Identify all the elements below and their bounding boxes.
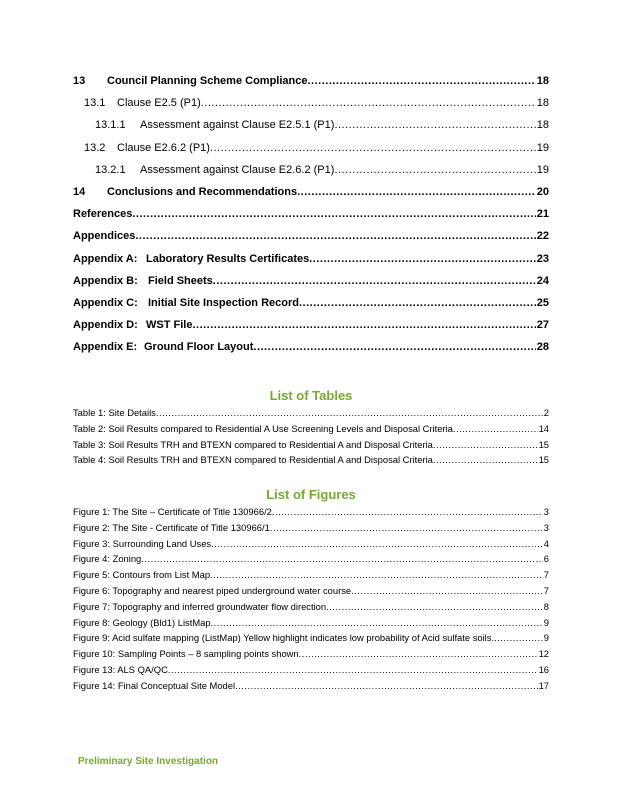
toc-number: 14 (73, 185, 86, 198)
list-item[interactable] (73, 615, 549, 631)
leader-dots (299, 292, 536, 314)
list-item[interactable] (73, 421, 549, 437)
toc-entry-13[interactable] (73, 70, 549, 92)
toc-title: References (73, 208, 133, 221)
toc-page: 23 (536, 252, 549, 265)
toc-entry-appendix-a[interactable] (73, 248, 549, 270)
toc-title: Ground Floor Layout (144, 341, 254, 354)
leader-dots (299, 646, 538, 662)
list-item-title: Figure 4: Zoning (73, 553, 142, 565)
list-item-page: 4 (543, 537, 549, 549)
list-item[interactable] (73, 567, 549, 583)
toc-number: 13.2 (84, 141, 106, 154)
leader-dots (210, 567, 543, 583)
leader-dots (494, 630, 543, 646)
leader-dots (168, 662, 538, 678)
leader-dots (334, 159, 535, 181)
leader-dots (433, 452, 538, 468)
page-footer: Preliminary Site Investigation (78, 756, 219, 767)
list-item[interactable] (73, 405, 549, 421)
list-item-page: 15 (538, 454, 549, 466)
toc-page: 24 (536, 274, 549, 287)
toc-entry-14[interactable] (73, 181, 549, 203)
list-of-tables-heading: List of Tables (269, 388, 353, 403)
list-item-title: Figure 14: Final Conceptual Site Model (73, 679, 236, 691)
toc-page: 19 (536, 163, 549, 176)
list-item[interactable] (73, 551, 549, 567)
list-item-title: Figure 9: Acid sulfate mapping (ListMap) Yellow highlight indicates low probability of Acid sulfate soils. (73, 632, 495, 644)
list-item-page: 9 (543, 632, 549, 644)
list-of-figures-heading: List of Figures (266, 487, 356, 502)
toc-title: Assessment against Clause E2.6.2 (P1) (140, 163, 335, 176)
leader-dots (213, 270, 536, 292)
list-of-figures (73, 504, 549, 694)
toc-entry-references[interactable] (73, 203, 549, 225)
list-item-title: Figure 8: Geology (Bld1) ListMap (73, 616, 211, 628)
toc-page: 27 (536, 319, 549, 332)
leader-dots (235, 678, 537, 694)
leader-dots (334, 114, 535, 136)
toc-entry-appendix-c[interactable] (73, 292, 549, 314)
list-item-title: Table 4: Soil Results TRH and BTEXN compared to Residential A and Disposal Criteria (73, 454, 433, 466)
list-item-page: 6 (543, 553, 549, 565)
list-item-title: Figure 3: Surrounding Land Uses (73, 537, 212, 549)
list-item-page: 12 (538, 648, 549, 660)
toc-title: Assessment against Clause E2.5.1 (P1) (140, 119, 335, 132)
toc-title: Appendices (73, 230, 136, 243)
leader-dots (141, 551, 543, 567)
list-item[interactable] (73, 437, 549, 453)
list-item-title: Figure 1: The Site – Certificate of Title 130966/2 (73, 506, 272, 517)
list-item-page: 3 (543, 521, 549, 533)
list-item-page: 3 (543, 506, 549, 517)
toc-page: 18 (536, 75, 549, 87)
toc-title: Conclusions and Recommendations (107, 185, 298, 198)
toc-title: Laboratory Results Certificates (146, 252, 310, 265)
list-item-title: Figure 13: ALS QA/QC (73, 663, 168, 675)
toc-number: Appendix A: (73, 252, 138, 265)
list-item-page: 7 (543, 569, 549, 581)
toc-number: Appendix C: (73, 296, 138, 309)
list-item[interactable] (73, 504, 549, 520)
leader-dots (156, 405, 543, 421)
toc-title: Field Sheets (148, 274, 213, 287)
list-item-title: Figure 7: Topography and inferred groundwater flow direction (73, 600, 327, 612)
list-item[interactable] (73, 646, 549, 662)
list-item[interactable] (73, 583, 549, 599)
toc-page: 18 (536, 97, 549, 110)
leader-dots (210, 137, 536, 159)
list-item-page: 14 (538, 422, 549, 434)
toc-page: 25 (536, 296, 549, 309)
toc-page: 18 (536, 119, 549, 132)
leader-dots (351, 583, 543, 599)
leader-dots (132, 203, 535, 225)
leader-dots (309, 248, 536, 270)
toc-entry-13-2-1[interactable] (73, 159, 549, 181)
leader-dots (270, 520, 543, 536)
list-item-title: Table 1: Site Details (73, 407, 156, 418)
toc-number: Appendix D: (73, 319, 138, 332)
toc-number: Appendix B: (73, 274, 138, 287)
list-item-page: 16 (538, 663, 549, 675)
list-item-title: Table 3: Soil Results TRH and BTEXN compared to Residential A and Disposal Criteria (73, 438, 433, 450)
list-item-title: Table 2: Soil Results compared to Residential A Use Screening Levels and Disposal Criteria (73, 422, 453, 434)
toc-entry-13-1[interactable] (73, 92, 549, 114)
list-item[interactable] (73, 520, 549, 536)
list-item-title: Figure 10: Sampling Points – 8 sampling points shown (73, 648, 299, 660)
toc-entry-appendix-e[interactable] (73, 336, 549, 358)
list-item-title: Figure 6: Topography and nearest piped underground water course (73, 584, 352, 596)
toc-entry-13-1-1[interactable] (73, 114, 549, 136)
leader-dots (135, 225, 535, 247)
toc-title: Clause E2.6.2 (P1) (117, 141, 210, 154)
list-item-page: 8 (543, 600, 549, 612)
toc-title: Council Planning Scheme Compliance (107, 75, 308, 87)
leader-dots (307, 70, 535, 92)
toc-entry-appendix-d[interactable] (73, 314, 549, 336)
toc-number: 13.1.1 (95, 119, 126, 132)
list-item-title: Figure 2: The Site - Certificate of Title 130966/1 (73, 521, 270, 533)
list-item-page: 7 (543, 584, 549, 596)
table-of-contents (73, 70, 549, 358)
list-item[interactable] (73, 662, 549, 678)
list-item-page: 9 (543, 616, 549, 628)
list-item-title: Figure 5: Contours from List Map (73, 569, 211, 581)
list-item[interactable] (73, 452, 549, 468)
toc-number: 13.1 (84, 97, 106, 110)
leader-dots (211, 536, 543, 552)
leader-dots (211, 615, 543, 631)
leader-dots (272, 504, 543, 520)
list-item-page: 15 (538, 438, 549, 450)
toc-title: WST File (146, 319, 193, 332)
list-item[interactable] (73, 599, 549, 615)
toc-number: 13.2.1 (95, 163, 126, 176)
toc-page: 20 (536, 185, 549, 198)
list-item-page: 2 (543, 407, 549, 418)
toc-title: Clause E2.5 (P1) (117, 97, 201, 110)
leader-dots (326, 599, 543, 615)
list-item-page: 17 (538, 679, 549, 691)
leader-dots (453, 421, 538, 437)
list-of-tables (73, 405, 549, 468)
leader-dots (192, 314, 535, 336)
leader-dots (201, 92, 536, 114)
leader-dots (297, 181, 536, 203)
toc-number: Appendix E: (73, 341, 138, 354)
toc-entry-appendix-b[interactable] (73, 270, 549, 292)
toc-title: Initial Site Inspection Record (148, 296, 299, 309)
toc-page: 19 (536, 141, 549, 154)
toc-page: 22 (536, 230, 549, 243)
list-item[interactable] (73, 536, 549, 552)
toc-page: 21 (536, 208, 549, 221)
list-item[interactable] (73, 630, 549, 646)
leader-dots (253, 336, 535, 358)
toc-number: 13 (73, 75, 86, 87)
toc-entry-13-2[interactable] (73, 137, 549, 159)
leader-dots (433, 437, 538, 453)
toc-entry-appendices[interactable] (73, 225, 549, 247)
list-item[interactable] (73, 678, 549, 694)
toc-page: 28 (536, 341, 549, 354)
